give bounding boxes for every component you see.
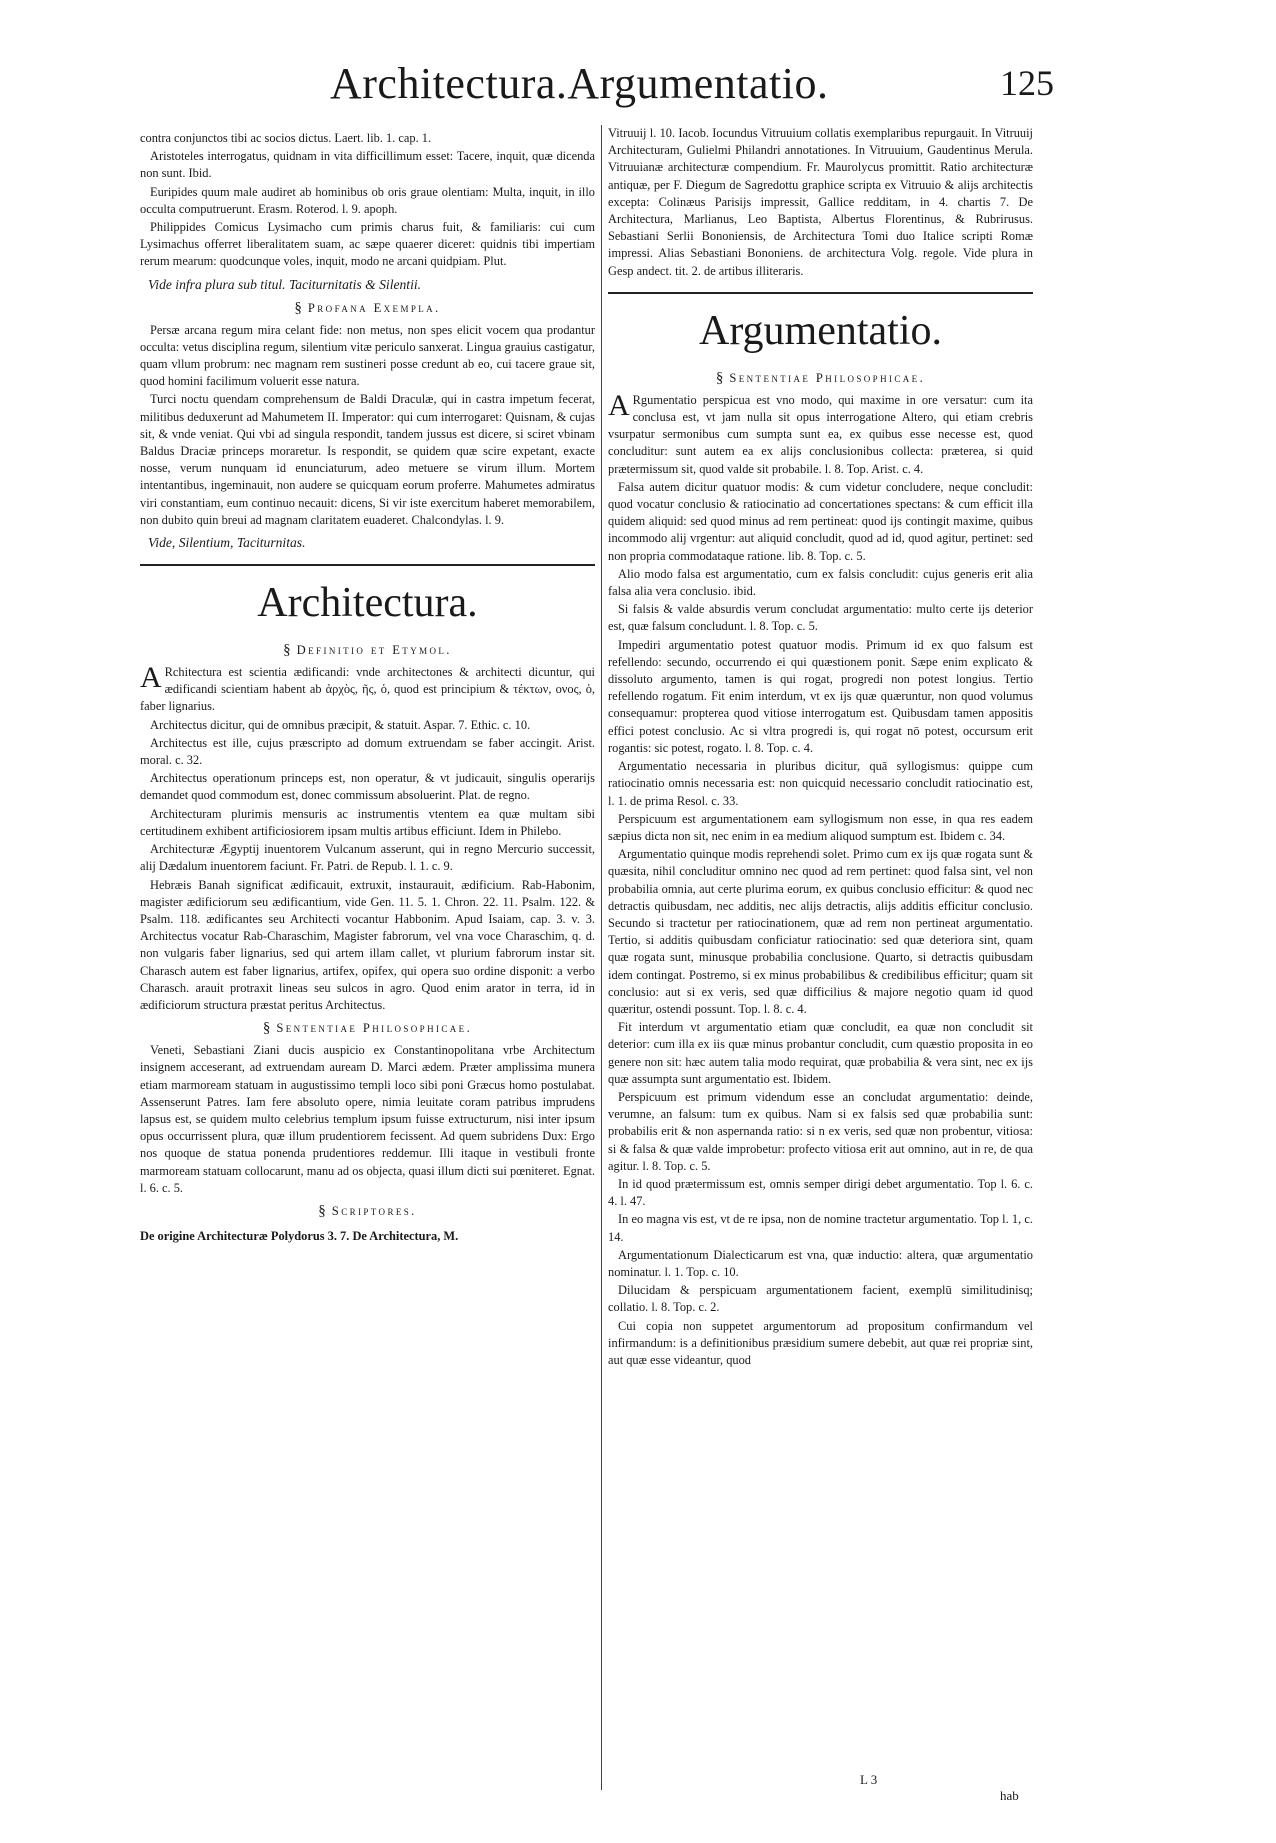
- argumentatio-text: Rgumentatio perspicua est vno modo, qui maxime in ore versatur: cum ita conclusa est, vt jam nulla sit opus interrogatione Altero, qui etiam crebris vsurpatur sermonibus cum sumpta sunt ea, ex quibus esse necesse est, quod concluditur: sunt autem ea ex alijs conclusionibus collecta: præterea, si quid prætermissum sit, quod valde sit probabile. l. 8. Top. Arist. c. 4.: [608, 392, 1033, 476]
- vide-note: Vide infra plura sub titul. Taciturnitatis & Silentii.: [148, 276, 422, 292]
- left-intro-paragraph: Euripides quum male audiret ab hominibus ob oris graue olentiam: Multa, inquit, in illo occulta computruerunt. Erasm. Roterod. l. 9. apoph.: [140, 184, 595, 216]
- catchword: hab: [1000, 1788, 1019, 1803]
- argumentatio-title: Argumentatio.: [698, 307, 943, 354]
- definitio-paragraph: Hebræis Banah significat ædificauit, extruxit, instaurauit, ædificium. Rab-Habonim, magister ædificiorum seu ædificantium, vide Gen. 11. 5. 1. Chron. 22. 11. Psalm. 122. & Psalm. 118. ædificantes seu Architecti vocantur Habbonim. Apud Isaiam, cap. 3. v. 3. Architectus vocatur Rab-Charaschim, Magister fabrorum, vel vna voce Charaschim, q. d. non vulgaris faber lignarius, sed qui artem illam callet, vt plurium fabrorum instar sit. Charasch autem est faber lignarius, artifex, opifex, qui opera suo ordine disponit: a verbo Charasch. arauit protraxit lineas seu sulcos in agro. Quod enim arator in terra, id in ædificiorum structura præstat peritus Architectus.: [140, 877, 595, 1012]
- definitio-block: [140, 661, 595, 1014]
- left-column: [140, 130, 595, 1810]
- argumentatio-paragraph: Impediri argumentatio potest quatuor modis. Primum id ex quo falsum est refellendo: secundo, occurrendo ei qui quæstionem ponit. Sæpe enim explicato & dissoluto argumento, tamen is qui rogat, progredi non potest longius. Tertio refellendo rogatum. Fit enim interdum, vt ex ijs quæ quæruntur, non quod volumus consequamur: propterea quod vitiose interrogatum est. Quibusdam tamen appositis effici potest conclusio. Ac si vltra progredi is, qui rogat nō potest, occursum erit rogantis: sic potest, rogato. l. 8. Top. c. 4.: [608, 637, 1033, 755]
- definitio-paragraph: Architecturæ Ægyptij inuentorem Vulcanum asserunt, qui in regno Mercurio successit, alij Dædalum inuentorem faciunt. Fr. Patri. de Repub. l. 1. c. 9.: [140, 842, 595, 874]
- section-heading-label: Profana Exempla.: [307, 300, 441, 315]
- running-title: Architectura.Argumentatio.: [330, 59, 829, 108]
- argumentatio-paragraph: Perspicuum est argumentationem eam syllogismum non esse, in qua res eadem sæpius dicta non sit, nec enim in ea medium aliquod sumptum est. Ibidem c. 34.: [608, 811, 1033, 843]
- argumentatio-paragraph: In eo magna vis est, vt de re ipsa, non de nomine tractetur argumentatio. Top l. 1, c. 14.: [608, 1212, 1033, 1244]
- argumentatio-paragraph: In id quod prætermissum est, omnis semper dirigi debet argumentatio. Top l. 6. c. 4. l. 47.: [608, 1176, 1033, 1209]
- definitio-paragraph: Architectus operationum princeps est, non operatur, & vt judicauit, singulis operarijs demandet quod commodum est, donec commissum absoluerint. Plat. de regno.: [140, 771, 595, 803]
- argumentatio-paragraph: Si falsis & valde absurdis verum concludat argumentatio: multo certe ijs deterior est, quæ falsum concludunt. l. 8. Top. c. 5.: [608, 602, 1033, 634]
- definitio-paragraph: Architectus est ille, cujus præscripto ad domum extruendam se faber accingit. Arist. moral. c. 32.: [140, 735, 595, 768]
- argumentatio-paragraph: Dilucidam & perspicuam argumentationem facient, exemplū similitudinisq; collatio. l. 8. Top. c. 2.: [608, 1283, 1033, 1315]
- section-rule: [140, 564, 595, 566]
- profana-paragraph: Turci noctu quendam comprehensum de Baldi Draculæ, qui in castra impetum fecerat, militibus deduxerunt ad Mahumetem II. Imperator: qui cum interrogaret: Quisnam, & cujas sit, & vnde veniat. Qui vbi ad singula respondit, tandem jussus est dicere, si sciret vbinam Baldus Draciæ princeps moraretur. Is respondit, se quidem quæ scire expetant, exacte nosse, verum nunquam id enunciaturum, adeo metuere se virum illum. Mortem intentantibus, ingeminauit, non audere se quicquam eorum proferre. Mahumetes admiratus viri constantiam, eum continuo necauit: dicens, Si vir iste exercitum haberet memorabilem, non dubito quin breui ad magnam claritatem euaderet. Chalcondylas. l. 9.: [140, 392, 595, 527]
- section-heading-label: Sententiae Philosophicae.: [276, 1021, 473, 1036]
- left-intro-paragraph: Aristoteles interrogatus, quidnam in vita difficillimum esset: Tacere, inquit, quæ dicenda non sunt. Ibid.: [140, 149, 595, 181]
- sententiae-block: [140, 1042, 595, 1197]
- section-heading-scriptores: [140, 1203, 595, 1220]
- section-heading-label: Definitio et Etymol.: [296, 643, 452, 658]
- section-mark-icon: §: [294, 299, 302, 316]
- definitio-paragraph: [140, 661, 595, 716]
- section-heading-sententiae: [140, 1020, 595, 1037]
- drop-cap: A: [140, 661, 162, 695]
- drop-cap: A: [608, 388, 630, 422]
- architectura-title: Architectura.: [257, 580, 478, 627]
- section-heading-label: Scriptores.: [331, 1203, 417, 1218]
- right-intro: [608, 125, 1033, 280]
- scriptores-line: De origine Architecturæ Polydorus 3. 7. De Architectura, M.: [140, 1228, 459, 1243]
- right-intro-paragraph: Vitruuij l. 10. Iacob. Iocundus Vitruuium collatis exemplaribus repurgauit. In Vitruuij Architecturam, Gulielmi Philandri annotationes. In Vitruuium, Gaudentinus Merula. Vitruuianæ architecturæ compendium. Fr. Maurolycus promittit. Ratio architecturæ antiquæ, per F. Diegum de Sagredottu graphice scripta ex Vitruuio & alijs architectis excepta: Colinæus Parisijs impressit, Gallice redditam, in 4. chartis 7. De Architectura, Marlianus, Leo Baptista, Albertus Florentinus, & Rubrirusus. Sebastiani Serlii Bononiensis, de Architectura Tomi duo Italice scripti Romæ impressi. Alias Sebastiani Bononiens. de architectura Volg. regole. Vide plura in Gesp andect. tit. 2. de artibus illiteraris.: [608, 126, 1033, 278]
- argumentatio-paragraph: Cui copia non suppetet argumentorum ad propositum confirmandum vel infirmandum: is a definitionibus præsidium sumere debebit, aut quæ rei propriæ sint, aut quæ esse videantur, quod: [608, 1318, 1033, 1367]
- definitio-paragraph: Architectus dicitur, qui de omnibus præcipit, & statuit. Aspar. 7. Ethic. c. 10.: [150, 717, 531, 732]
- section-heading-profana: [140, 300, 595, 317]
- argumentatio-paragraph: [608, 388, 1033, 478]
- section-heading-definitio: [140, 642, 595, 659]
- section-heading-sententiae: [608, 370, 1033, 387]
- argumentatio-paragraph: Falsa autem dicitur quatuor modis: & cum videtur concludere, neque concludit: quod vocatur conclusio & ratiocinatio ad concertationes spectans: & cum efficit illa quidem aliquid: sed quod minus ad rem pertineat: quod ijs contingit maxime, quibus incommodo alij vrgentur: aut aliquid concludit, quod ad id, quod agitur, pertinet: sed non propria commodataque ratione. lib. 8. Top. c. 5.: [608, 479, 1033, 563]
- argumentatio-paragraph: Alio modo falsa est argumentatio, cum ex falsis concludit: cujus generis erit alia falsa alia vera conclusio. ibid.: [608, 566, 1033, 599]
- page-number: 125: [1000, 63, 1054, 103]
- sententiae-paragraph: Veneti, Sebastiani Ziani ducis auspicio ex Constantinopolitana vrbe Architectum insignem acceserant, ad extruendam auream D. Marci ædem. Præter amplissima munera etiam marmoream statuam in augustissimo templi loco sibi poni Græcus homo postulabat. Assenserunt Patres. Iam fere absoluto opere, nimia leuitate coram patribus imprudens lapsus est, se quidem multo celebrius templum ipsum fuisse extructurum, nisi inter ipsum opus occurrissent plura, quæ illum prudentiorem fecissent. Ad quem subridens Dux: Ergo nos quoque de statua ponenda prudentiores reddemur. Illi itaque in vestibuli fronte marmoream statuam collocarunt, manu ad os objecta, quasi illum dicti sui pœniteret. Egnat. l. 6. c. 5.: [140, 1043, 595, 1195]
- section-heading-label: Sententiae Philosophicae.: [729, 370, 926, 385]
- argumentatio-paragraph: Fit interdum vt argumentatio etiam quæ concludit, ea quæ non concludit sit deterior: cum illa ex iis quæ minus probantur concludit, cum quæstio proposita in eo genere non sit: hæc autem talia modo requirat, quæ probabilia & vera sint, nec ex ijs quæ assumpta sunt argumentatio est. Ibidem.: [608, 1020, 1033, 1086]
- signature-mark: L 3: [860, 1772, 878, 1787]
- argumentatio-paragraph: Perspicuum est primum videndum esse an concludat argumentatio: deinde, verumne, an falsum: tum ex quibus. Nam si ex falsis sed quæ probabilia sunt: probabilis erit & non aspernanda ratio: si n ex veris, sed quæ non probentur, vitiosa: si & falsa & quæ valde improbetur: profecto vitiosa erit aut omnino, aut in re, de qua agitur. l. 8. Top. c. 5.: [608, 1089, 1033, 1173]
- profana-exempla: [140, 322, 595, 529]
- definitio-text: Rchitectura est scientia ædificandi: vnde architectones & architecti dicuntur, qui ædificandi scientiam habent ab ἀρχὸς, ῆς, ὁ, quod est principium & τέκτων, ονος, ὁ, faber lignarius.: [140, 665, 595, 714]
- column-divider: [601, 125, 602, 1790]
- left-intro-paragraph: Philippides Comicus Lysimacho cum primis charus fuit, & familiaris: cui cum Lysimachus offerret liberalitatem suam, ac sæpe quaerer diceret: quidnis tibi impertiam rerum mearum: quodcunque voles, inquit, modo ne arcani quidpiam. Plut.: [140, 220, 595, 269]
- left-intro: [140, 130, 595, 271]
- section-mark-icon: §: [262, 1020, 271, 1037]
- section-mark-icon: §: [318, 1202, 326, 1219]
- argumentatio-block: [608, 388, 1033, 1369]
- argumentatio-paragraph: Argumentationum Dialecticarum est vna, quæ inductio: altera, quæ argumentatio nominatur. l. 1. Top. c. 10.: [608, 1247, 1033, 1279]
- argumentatio-paragraph: Argumentatio quinque modis reprehendi solet. Primo cum ex ijs quæ rogata sunt & quæsita, nihil concluditur omnino nec quod ad rem pertinet: quod falsa sint, vel non probabilia omnia, aut certe plurima eorum, ex quibus conclusio efficitur: & quod nec detractis quibusdam, nec additis, nec alijs detractis, alijs additis efficitur conclusio. Secundo si tractetur per ratiocinationem, quæ ad rem non pertineat argumentatio. Tertio, si additis quibusdam conficiatur ratiocinatio: sed quæ deteriora sint, quam quæ rogata sunt, minusque probabilia conclusione. Quarto, si detractis quibusdam idem contingat. Postremo, si ex minus probabilibus & credibilibus efficitur; quam sit conclusio: aut si ex veris, sed quæ difficilius & majore negotio quam id quod quæritur, ostendi possunt. Top. l. 8. c. 4.: [608, 847, 1033, 1016]
- section-rule: [608, 292, 1033, 294]
- definitio-paragraph: Architecturam plurimis mensuris ac instrumentis vtentem ea quæ multam sibi certitudinem exhibent artificiosiorem ipsam multis artibus efficiunt. Idem in Philebo.: [140, 806, 595, 838]
- profana-paragraph: Persæ arcana regum mira celant fide: non metus, non spes elicit vocem qua prodantur occulta: vetus disciplina regum, silentium vitæ periculo sanxerat. Lingua grauius castigatur, quam vllum probrum: nec magnam rem sustineri posse credunt ab eo, cui tacere graue sit, quod homini facilimum voluerit esse natura.: [140, 322, 595, 389]
- left-intro-line: contra conjunctos tibi ac socios dictus. Laert. lib. 1. cap. 1.: [140, 131, 432, 145]
- right-column: [608, 125, 1033, 1815]
- argumentatio-paragraph: Argumentatio necessaria in pluribus dicitur, quā syllogismus: quippe cum ratiocinatio omnis necessaria est: non quicquid necessario concludit ratiocinatio est, l. 1. de prima Resol. c. 33.: [608, 759, 1033, 808]
- vide-note: Vide, Silentium, Taciturnitas.: [148, 535, 306, 551]
- section-mark-icon: §: [283, 642, 291, 659]
- section-mark-icon: §: [715, 369, 724, 386]
